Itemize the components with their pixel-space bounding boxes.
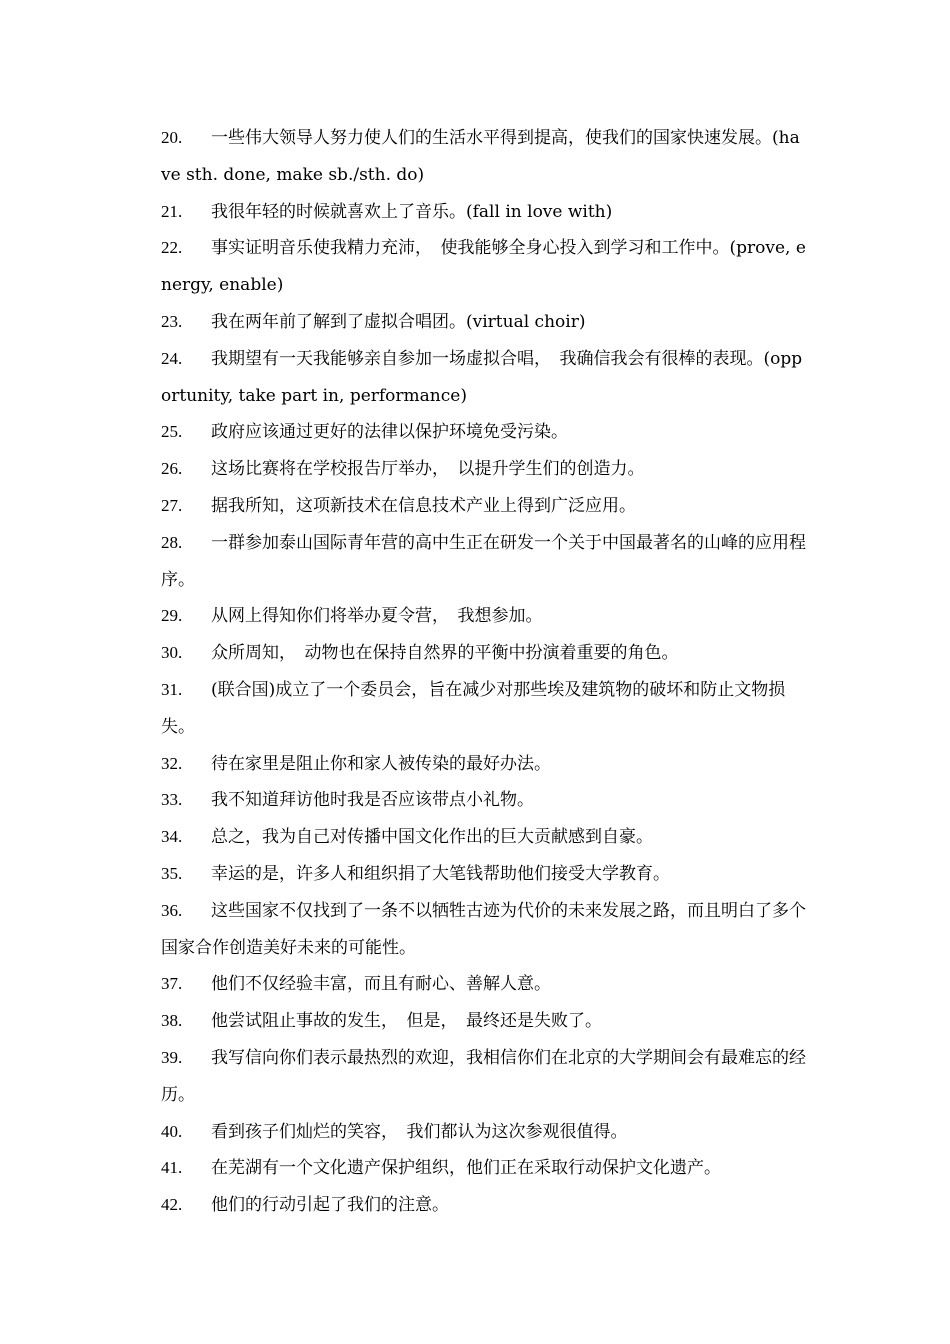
list-item [161,525,809,599]
item-number: 31. [161,679,183,699]
list-item [161,1040,809,1114]
item-text: 事实证明音乐使我精力充沛， 使我能够全身心投入到学习和工作中。(prove, energy, enable) [161,238,806,296]
item-text: (联合国)成立了一个委员会，旨在减少对那些埃及建筑物的破坏和防止文物损失。 [161,679,786,737]
item-text: 我不知道拜访他时我是否应该带点小礼物。 [211,790,534,811]
item-number: 21. [161,201,183,221]
item-text: 一群参加泰山国际青年营的高中生正在研发一个关于中国最著名的山峰的应用程序。 [161,532,806,590]
item-number: 36. [161,900,183,920]
item-text: 我期望有一天我能够亲自参加一场虚拟合唱， 我确信我会有很棒的表现。(opportunity, take part in, performance) [161,348,803,406]
list-item [161,893,809,967]
item-number: 39. [161,1047,183,1067]
list-item [161,672,809,746]
item-number: 28. [161,532,183,552]
item-text: 这些国家不仅找到了一条不以牺牲古迹为代价的未来发展之路，而且明白了多个国家合作创造美好未来的可能性。 [161,900,806,958]
item-number: 25. [161,422,183,442]
item-number: 27. [161,495,183,515]
list-item [161,782,809,819]
exercise-list [161,120,809,1224]
item-text: 他们的行动引起了我们的注意。 [211,1195,449,1216]
list-item [161,304,809,341]
item-text: 我在两年前了解到了虚拟合唱团。(virtual choir) [211,311,586,332]
item-text: 他们不仅经验丰富，而且有耐心、善解人意。 [211,974,551,995]
item-number: 26. [161,459,183,479]
item-text: 政府应该通过更好的法律以保护环境免受污染。 [211,422,568,443]
item-number: 24. [161,348,183,368]
list-item [161,230,809,304]
item-text: 他尝试阻止事故的发生， 但是， 最终还是失败了。 [211,1011,602,1032]
item-number: 38. [161,1011,183,1031]
list-item [161,1003,809,1040]
list-item [161,819,809,856]
item-number: 41. [161,1158,183,1178]
item-number: 23. [161,311,183,331]
item-text: 这场比赛将在学校报告厅举办， 以提升学生们的创造力。 [211,459,645,480]
list-item [161,1114,809,1151]
item-number: 33. [161,790,183,810]
list-item [161,856,809,893]
list-item [161,451,809,488]
item-text: 总之，我为自己对传播中国文化作出的巨大贡献感到自豪。 [211,827,653,848]
item-text: 一些伟大领导人努力使人们的生活水平得到提高，使我们的国家快速发展。(have sth. done, make sb./sth. do) [161,128,800,185]
list-item [161,966,809,1003]
list-item [161,1187,809,1224]
item-number: 35. [161,863,183,883]
item-text: 众所周知， 动物也在保持自然界的平衡中扮演着重要的角色。 [211,643,679,664]
list-item [161,1150,809,1187]
item-number: 34. [161,827,183,847]
list-item [161,488,809,525]
item-text: 看到孩子们灿烂的笑容， 我们都认为这次参观很值得。 [211,1121,628,1142]
item-text: 在芜湖有一个文化遗产保护组织，他们正在采取行动保护文化遗产。 [211,1158,721,1179]
list-item [161,635,809,672]
item-text: 我很年轻的时候就喜欢上了音乐。(fall in love with) [211,201,613,222]
list-item [161,194,809,231]
item-number: 20. [161,128,183,147]
list-item [161,746,809,783]
list-item [161,598,809,635]
item-text: 待在家里是阻止你和家人被传染的最好办法。 [211,753,551,774]
item-number: 30. [161,643,183,663]
item-number: 37. [161,974,183,994]
item-text: 据我所知，这项新技术在信息技术产业上得到广泛应用。 [211,495,636,516]
list-item [161,120,809,194]
list-item [161,341,809,415]
item-number: 22. [161,238,183,258]
list-item [161,414,809,451]
item-number: 29. [161,606,183,626]
item-text: 从网上得知你们将举办夏令营， 我想参加。 [211,606,543,627]
item-number: 32. [161,753,183,773]
item-number: 40. [161,1121,183,1141]
item-text: 幸运的是，许多人和组织捐了大笔钱帮助他们接受大学教育。 [211,863,670,884]
item-text: 我写信向你们表示最热烈的欢迎，我相信你们在北京的大学期间会有最难忘的经历。 [161,1047,806,1105]
item-number: 42. [161,1195,183,1215]
